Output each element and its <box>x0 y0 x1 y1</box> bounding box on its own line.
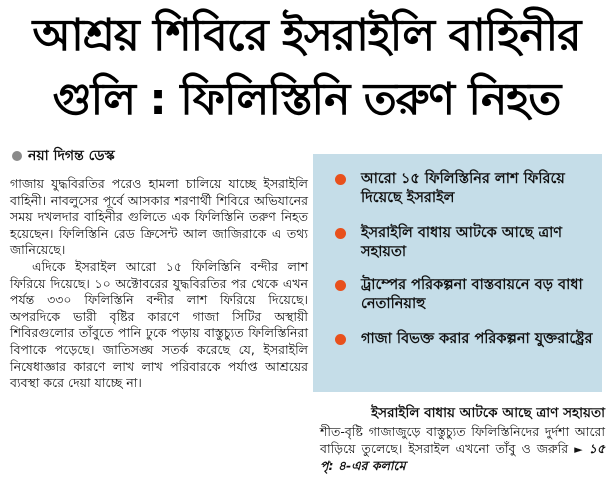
body-paragraph-1: গাজায় যুদ্ধবিরতির পরেও হামলা চালিয়ে যাচ্ছে ইসরাইলি বাহিনী। নাবলুসের পূর্বে আসকার শরণার্থী শিবিরে অভিযানের সময় দখলদার বাহিনীর গুলিতে এক ফিলিস্তিনি তরুণ নিহত হয়েছেন। ফিলিস্তিনি রেড ক্রিসেন্ট আল জাজিরাকে এ তথ্য জানিয়েছে। <box>10 176 308 258</box>
highlights-box <box>313 154 602 392</box>
highlight-text: গাজা বিভক্ত করার পরিকল্পনা যুক্তরাষ্ট্রের <box>361 331 593 347</box>
bullet-dot-icon <box>335 228 346 239</box>
bullet-dot-icon <box>335 334 346 345</box>
highlight-item <box>335 276 595 314</box>
highlight-item <box>335 224 595 262</box>
highlight-text: ট্রাম্পের পরিকল্পনা বাস্তবায়নে বড় বাধা নেতানিয়াহু <box>361 277 583 312</box>
byline-bullet-icon <box>12 151 22 161</box>
headline <box>0 0 613 132</box>
highlight-text: আরো ১৫ ফিলিস্তিনির লাশ ফিরিয়ে দিয়েছে ইসরাইল <box>361 171 565 206</box>
sub-story-body <box>320 424 605 475</box>
byline-text: নয়া দিগন্ত ডেস্ক <box>28 148 115 164</box>
headline-line-2: গুলি : ফিলিস্তিনি তরুণ নিহত <box>52 74 561 125</box>
highlight-item <box>335 330 595 349</box>
continuation-reference: ১৫ পৃ: ৪-এর কলামে <box>320 440 605 474</box>
article-body <box>10 176 308 392</box>
sub-story-headline: ইসরাইলি বাধায় আটকে আছে ত্রাণ সহায়তা <box>371 405 605 421</box>
arrow-right-icon: ► <box>574 442 583 456</box>
highlight-text: ইসরাইলি বাধায় আটকে আছে ত্রাণ সহায়তা <box>361 225 563 260</box>
bullet-dot-icon <box>335 280 346 291</box>
bullet-dot-icon <box>335 174 346 185</box>
headline-line-1: আশ্রয় শিবিরে ইসরাইলি বাহিনীর <box>32 10 581 61</box>
sub-story-text: শীত-বৃষ্টি গাজাজুড়ে বাস্তুচ্যুত ফিলিস্তিনিদের দুর্দশা আরো বাড়িয়ে তুলেছে। ইসরাইল এখনো তাঁবু ও জরুরি <box>320 424 605 456</box>
byline <box>12 146 115 166</box>
body-paragraph-2: এদিকে ইসরাইল আরো ১৫ ফিলিস্তিনি বন্দীর লাশ ফিরিয়ে দিয়েছে। ১০ অক্টোবরের যুদ্ধবিরতির পর থেকে এখন পর্যন্ত ৩৩০ ফিলিস্তিনি বন্দীর লাশ ফিরিয়ে দিয়েছে। অপরদিকে ভারী বৃষ্টির কারণে গাজা সিটির অস্থায়ী শিবিরগুলোর তাঁবুতে পানি ঢুকে পড়ায় বাস্তুচ্যুত ফিলিস্তিনিরা বিপাকে পড়েছে। জাতিসঙ্ঘ সতর্ক করেছে যে, ইসরাইলি নিষেধাজ্ঞার কারণে লাখ লাখ পরিবারকে পর্যাপ্ত আশ্রয়ের ব্যবস্থা করে দেয়া যাচ্ছে না। <box>10 258 308 391</box>
highlight-item <box>335 170 595 208</box>
